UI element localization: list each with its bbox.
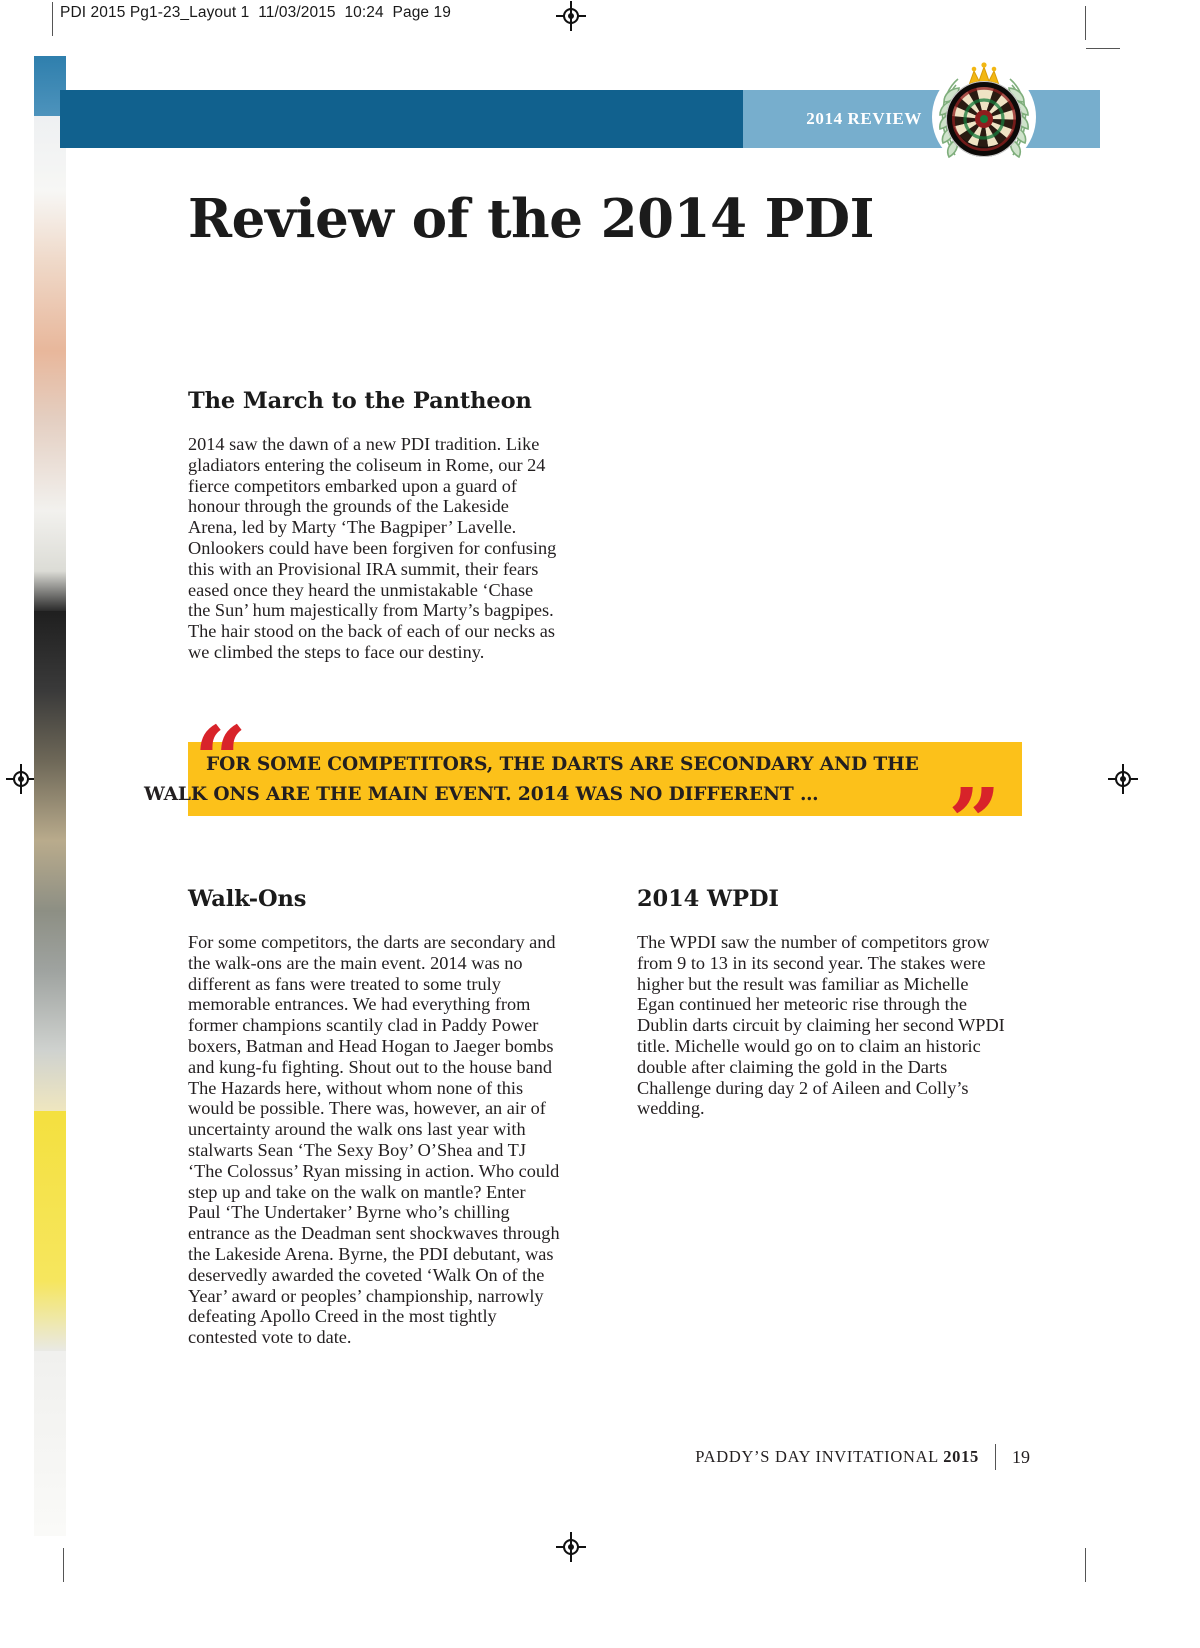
footer-divider bbox=[995, 1444, 996, 1470]
pull-quote-text bbox=[144, 750, 1022, 810]
registration-mark-bottom bbox=[556, 1532, 586, 1562]
pull-quote-line-2: WALK ONS ARE THE MAIN EVENT. 2014 WAS NO DIFFERENT … bbox=[144, 784, 819, 805]
section-body-walk-ons bbox=[188, 932, 562, 1348]
registration-mark-top bbox=[556, 1, 586, 31]
crop-mark-bottom-right bbox=[1085, 1548, 1086, 1582]
registration-mark-left bbox=[6, 764, 36, 794]
paragraph-pantheon: 2014 saw the dawn of a new PDI tradition. Like gladiators entering the coliseum in Rome, our 24 fierce competitors embarked upon a guard of honour through the grounds of the Lakeside Arena, led by Marty ‘The Bagpiper’ Lavelle. Onlookers could have been forgiven for confusing this with an Provisional IRA summit, their fears eased once they heard the unmistakable ‘Chase the Sun’ hum majestically from Marty’s bagpipes. The hair stood on the back of each of our necks as we climbed the steps to face our destiny. bbox=[188, 434, 557, 662]
pdi-dartboard-crest-logo bbox=[925, 55, 1043, 173]
crop-mark-top-left bbox=[52, 2, 53, 36]
paragraph-wpdi: The WPDI saw the number of competitors grow from 9 to 13 in its second year. The stakes were higher but the result was familiar as Michelle Egan continued her meteoric rise through the Dublin darts circuit by claiming her second WPDI title. Michelle would go on to claim an historic double after claiming the gold in the Darts Challenge during day 2 of Aileen and Colly’s wedding. bbox=[637, 932, 1005, 1119]
pull-quote-block bbox=[144, 706, 1022, 876]
registration-mark-right bbox=[1108, 764, 1138, 794]
section-body-wpdi bbox=[637, 932, 1009, 1119]
masthead-section-label: 2014 REVIEW bbox=[806, 109, 922, 128]
quote-open-icon: “ bbox=[194, 706, 247, 814]
paragraph-walk-ons: For some competitors, the darts are secondary and the walk-ons are the main event. 2014 was no different as fans were treated to some truly memorable entrances. We had everything from former champions scantily clad in Paddy Power boxers, Batman and Head Hogan to Jaeger bombs and kung-fu fighting. Shout out to the house band The Hazards here, without whom none of this would be possible. There was, however, an air of uncertainty around the walk ons last year with stalwarts Sean ‘The Sexy Boy’ O’Shea and TJ ‘The Colossus’ Ryan missing in action. Who could step up and take on the walk on mantle? Enter Paul ‘The Undertaker’ Byrne who’s chilling entrance as the Deadman sent shockwaves through the Lakeside Arena. Byrne, the PDI debutant, was deservedly awarded the coveted ‘Walk On of the Year’ award or peoples’ championship, narrowly defeating Apollo Creed in the most tightly contested vote to date. bbox=[188, 932, 560, 1348]
quote-close-icon: ” bbox=[948, 768, 1001, 876]
crop-mark-bottom-left bbox=[63, 1548, 64, 1582]
footer-title-year: 2015 bbox=[943, 1447, 979, 1466]
crop-mark-top-right bbox=[1085, 6, 1086, 40]
section-heading-walk-ons: Walk-Ons bbox=[188, 886, 307, 912]
page-footer bbox=[640, 1440, 1030, 1474]
page-title: Review of the 2014 PDI bbox=[188, 188, 875, 250]
crop-mark-left-top bbox=[1086, 48, 1120, 49]
section-heading-pantheon: The March to the Pantheon bbox=[188, 388, 532, 414]
pull-quote-line-1: FOR SOME COMPETITORS, THE DARTS ARE SECONDARY AND THE bbox=[206, 754, 919, 775]
section-heading-wpdi: 2014 WPDI bbox=[637, 886, 779, 912]
printer-slug-line: PDI 2015 Pg1-23_Layout 1 11/03/2015 10:24 Page 19 bbox=[60, 4, 451, 21]
section-body-pantheon bbox=[188, 434, 560, 663]
left-bleed-photo-strip bbox=[34, 56, 66, 1536]
page-number: 19 bbox=[1012, 1446, 1030, 1467]
footer-publication-title bbox=[695, 1447, 979, 1467]
footer-title-regular: PADDY’S DAY INVITATIONAL bbox=[695, 1447, 944, 1466]
